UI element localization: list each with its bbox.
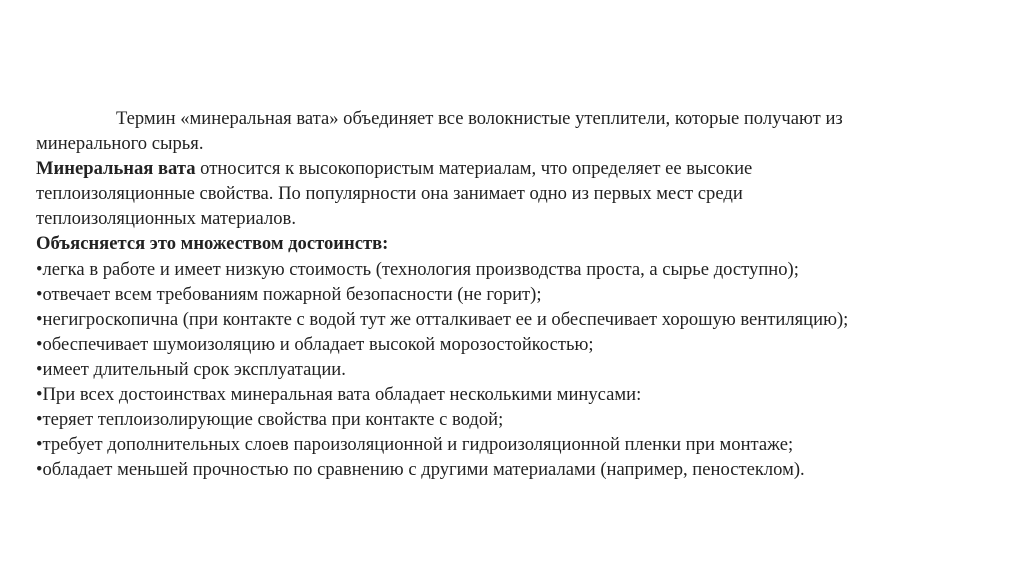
- intro-line-1: Термин «минеральная вата» объединяет все волокнистые утеплители, которые получают из: [116, 108, 843, 129]
- slide-text-block: [36, 106, 996, 482]
- disadvantage-item: •теряет теплоизолирующие свойства при контакте с водой;: [36, 409, 504, 431]
- advantages-heading: Объясняется это множеством достоинств:: [36, 233, 389, 255]
- advantage-item: •имеет длительный срок эксплуатации.: [36, 358, 346, 380]
- disadvantages-intro: •При всех достоинствах минеральная вата обладает несколькими минусами:: [36, 384, 642, 406]
- intro-line-2: минерального сырья.: [36, 133, 204, 155]
- advantage-item: •негигроскопична (при контакте с водой тут же отталкивает ее и обеспечивает хорошую вентиляцию);: [36, 308, 849, 330]
- advantage-item: •отвечает всем требованиям пожарной безопасности (не горит);: [36, 283, 542, 305]
- advantage-item: •легка в работе и имеет низкую стоимость (технология производства проста, а сырье доступно);: [36, 258, 799, 280]
- disadvantage-item: •обладает меньшей прочностью по сравнению с другими материалами (например, пеностеклом).: [36, 459, 805, 481]
- definition-line-3: теплоизоляционных материалов.: [36, 208, 296, 230]
- disadvantage-item: •требует дополнительных слоев пароизоляционной и гидроизоляционной пленки при монтаже;: [36, 434, 794, 456]
- definition-term: Минеральная вата: [36, 158, 196, 180]
- definition-line-1-rest: относится к высокопористым материалам, что определяет ее высокие: [195, 158, 753, 180]
- definition-line-1: [36, 156, 996, 181]
- advantage-item: •обеспечивает шумоизоляцию и обладает высокой морозостойкостью;: [36, 333, 594, 355]
- definition-line-2: теплоизоляционные свойства. По популярности она занимает одно из первых мест среди: [36, 183, 743, 205]
